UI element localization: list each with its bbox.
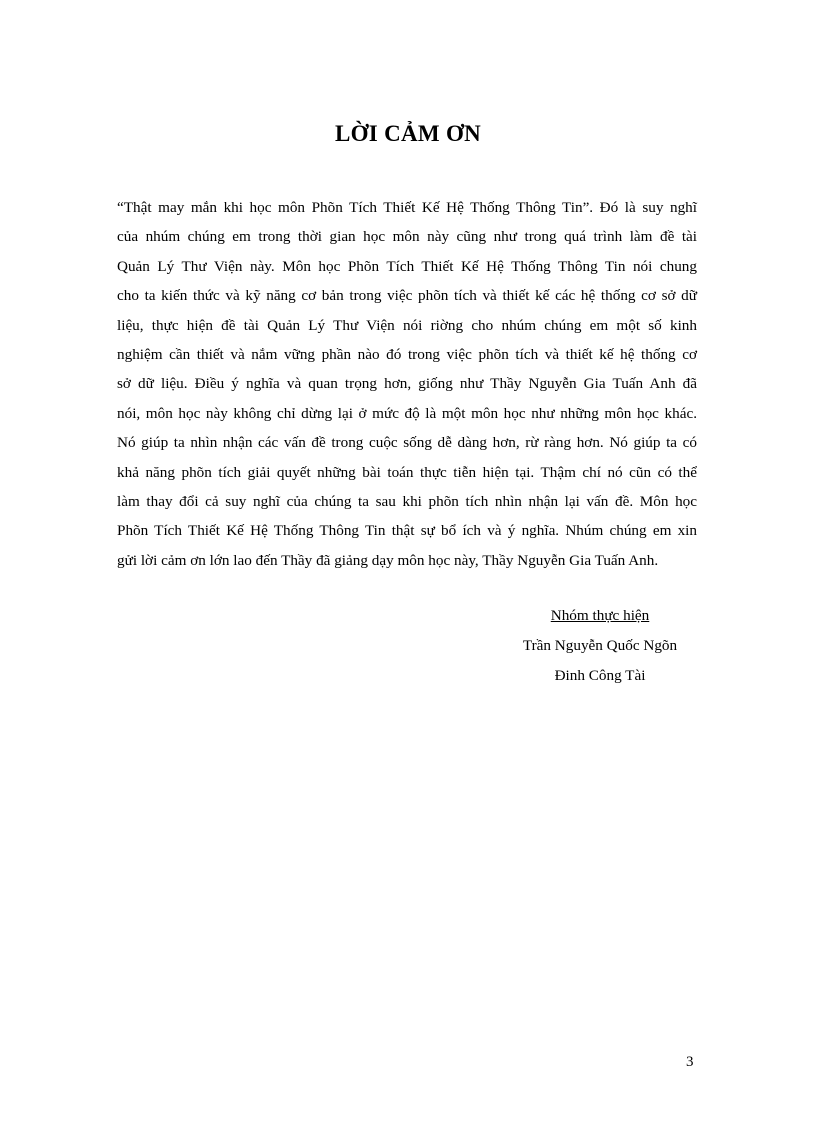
paragraph-line: Quản Lý Thư Viện này. Môn học Phõn Tích Thiết Kế Hệ Thống Thông Tin nói chung [117, 257, 697, 275]
page-title: LỜI CẢM ƠN [334, 121, 482, 146]
signature-block [480, 606, 720, 696]
acknowledgement-paragraph [117, 193, 697, 575]
signature-group-label: Nhóm thực hiện [550, 607, 650, 624]
paragraph-line: liệu, thực hiện đề tài Quản Lý Thư Viện nói riờng cho nhúm chúng em một số kinh [117, 316, 697, 334]
page-number: 3 [686, 1054, 694, 1070]
paragraph-line: Phõn Tích Thiết Kế Hệ Thống Thông Tin thật sự bổ ích và ý nghĩa. Nhúm chúng em xin [117, 522, 697, 540]
paragraph-line: khả năng phõn tích giải quyết những bài toán thực tiễn hiện tại. Thậm chí nó cũn có thể [117, 463, 697, 481]
paragraph-line: Nó giúp ta nhìn nhận các vấn đề trong cuộc sống dễ dàng hơn, rừ ràng hơn. Nó giúp ta có [117, 434, 697, 452]
paragraph-line: làm thay đổi cả suy nghĩ của chúng ta sau khi phõn tích nhìn nhận lại vấn đề. Môn học [117, 492, 697, 510]
paragraph-line: “Thật may mắn khi học môn Phõn Tích Thiết Kế Hệ Thống Thông Tin”. Đó là suy nghĩ [117, 199, 697, 216]
paragraph-line: nói, môn học này không chỉ dừng lại ở mức độ là một môn học như những môn học khác. [117, 404, 697, 422]
paragraph-line: cho ta kiến thức và kỹ năng cơ bản trong việc phõn tích và thiết kế các hệ thống cơ sở dữ [117, 287, 697, 305]
paragraph-line: sở dữ liệu. Điều ý nghĩa và quan trọng hơn, giống như Thầy Nguyễn Gia Tuấn Anh đã [117, 375, 697, 393]
paragraph-line: nghiệm cần thiết và nắm vững phần nào đó trong việc phõn tích và thiết kế hệ thống cơ [117, 345, 697, 363]
paragraph-line: của nhúm chúng em trong thời gian học môn này cũng như trong quá trình làm đề tài [117, 228, 697, 246]
signature-member: Đinh Công Tài [554, 667, 646, 684]
signature-member: Trần Nguyễn Quốc Ngõn [522, 637, 678, 654]
paragraph-line: gửi lời cảm ơn lớn lao đến Thầy đã giảng dạy môn học này, Thầy Nguyễn Gia Tuấn Anh. [117, 551, 659, 569]
